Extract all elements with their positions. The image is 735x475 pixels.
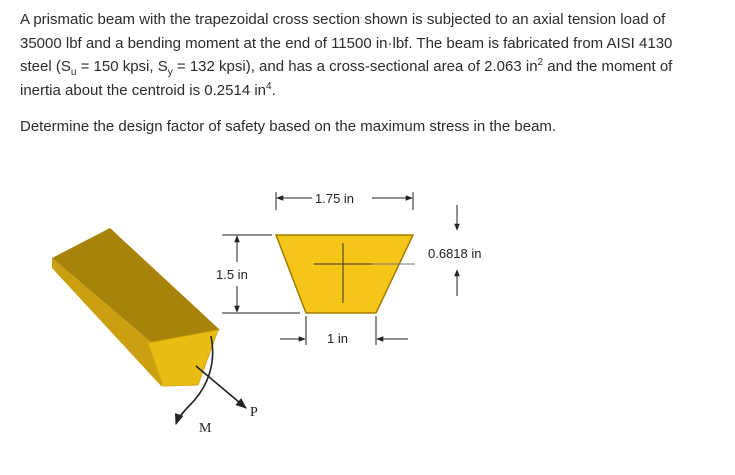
- dim-bottom-width: [280, 316, 408, 346]
- problem-line-3: steel ($S_u = 150$ kpsi, $S_y = 132$ kpsi), and has a cross-sectional area of 2.063 $in^2$ and the moment of: [20, 57, 673, 78]
- problem-line-4: inertia about the centroid is 0.2514 $in^4$.: [20, 80, 276, 99]
- bottom-width-label: 1 in: [327, 331, 348, 346]
- height-label: 1.5 in: [216, 267, 248, 282]
- dim-top-width: [276, 191, 413, 210]
- beam-3d: [52, 228, 220, 387]
- cross-section: [276, 235, 415, 313]
- load-label: P: [250, 405, 258, 420]
- trapezoid-section: [276, 235, 413, 313]
- question-text: Determine the design factor of safety based on the maximum stress in the beam.: [20, 118, 557, 135]
- moment-label: M: [199, 421, 212, 436]
- centroid-label: 0.6818 in: [428, 246, 482, 261]
- problem-line-1: A prismatic beam with the trapezoidal cross section shown is subjected to an axial tension load of: [20, 11, 666, 28]
- top-width-label: 1.75 in: [315, 191, 355, 206]
- problem-line-2: 35000 lbf and a bending moment at the end of 11500 in·lbf. The beam is fabricated from AISI 4130: [20, 34, 673, 52]
- dim-centroid: [428, 205, 482, 296]
